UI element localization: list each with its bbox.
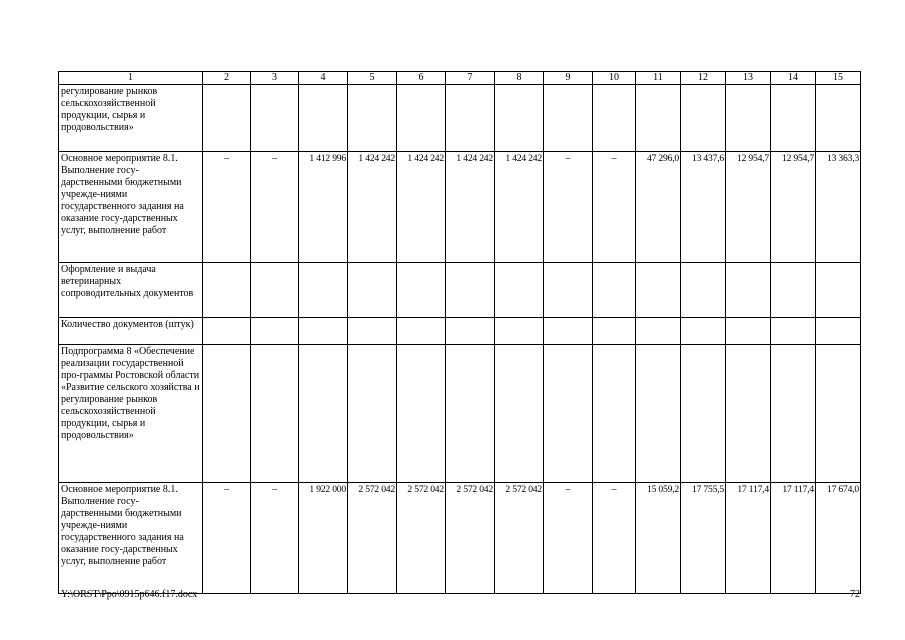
table-cell <box>299 345 348 483</box>
column-number-header: 10 <box>593 72 636 85</box>
column-number-header: 9 <box>544 72 593 85</box>
row-description: Количество документов (штук) <box>59 318 203 345</box>
column-number-header: 4 <box>299 72 348 85</box>
table-cell <box>816 85 861 152</box>
table-cell <box>726 85 771 152</box>
column-number-header: 1 <box>59 72 203 85</box>
table-cell <box>203 85 251 152</box>
table-cell: 47 296,0 <box>636 152 681 263</box>
table-cell <box>251 345 299 483</box>
table-cell: – <box>203 483 251 594</box>
table-cell: – <box>544 483 593 594</box>
table-cell <box>299 263 348 318</box>
table-cell: – <box>251 152 299 263</box>
table-cell: 1 424 242 <box>446 152 495 263</box>
column-number-header: 6 <box>397 72 446 85</box>
table-cell <box>681 318 726 345</box>
column-number-header: 15 <box>816 72 861 85</box>
column-number-header: 8 <box>495 72 544 85</box>
table-cell: 1 424 242 <box>495 152 544 263</box>
table-cell <box>593 318 636 345</box>
table-cell <box>446 345 495 483</box>
column-number-header: 13 <box>726 72 771 85</box>
table-cell <box>348 345 397 483</box>
table-row <box>59 152 861 263</box>
table-cell: 17 117,4 <box>771 483 816 594</box>
table-cell: 1 412 996 <box>299 152 348 263</box>
table-cell <box>495 345 544 483</box>
column-number-header: 2 <box>203 72 251 85</box>
table-cell: 13 363,3 <box>816 152 861 263</box>
table-cell: 1 424 242 <box>397 152 446 263</box>
table-cell: 2 572 042 <box>348 483 397 594</box>
table-cell <box>446 263 495 318</box>
table-cell: 17 674,0 <box>816 483 861 594</box>
row-description: Оформление и выдача ветеринарных сопроводительных документов <box>59 263 203 318</box>
table-cell <box>397 345 446 483</box>
table-cell: 1 922 000 <box>299 483 348 594</box>
table-cell <box>397 263 446 318</box>
table-cell <box>299 318 348 345</box>
table-cell <box>446 85 495 152</box>
footer-file-path: Y:\ORST\Ppo\0915p646.f17.docx <box>61 589 198 600</box>
table-cell <box>771 263 816 318</box>
table-cell: – <box>251 483 299 594</box>
table-cell: 12 954,7 <box>726 152 771 263</box>
table-cell <box>771 318 816 345</box>
column-number-header: 14 <box>771 72 816 85</box>
table-cell <box>726 318 771 345</box>
table-cell <box>495 318 544 345</box>
table-cell <box>446 318 495 345</box>
table-row <box>59 318 861 345</box>
table-cell <box>348 85 397 152</box>
table-cell <box>816 318 861 345</box>
table-cell: 12 954,7 <box>771 152 816 263</box>
row-description: регулирование рынков сельскохозяйственной продукции, сырья и продовольствия» <box>59 85 203 152</box>
table-cell <box>544 318 593 345</box>
table-header-row <box>59 72 861 85</box>
table-cell <box>636 263 681 318</box>
table-cell: 17 755,5 <box>681 483 726 594</box>
table-cell <box>544 263 593 318</box>
row-description: Основное мероприятие 8.1. Выполнение госу-дарственными бюджетными учрежде-ниями государственного задания на оказание госу-дарственных услуг, выполнение работ <box>59 152 203 263</box>
data-table <box>58 71 861 594</box>
table-cell: 13 437,6 <box>681 152 726 263</box>
table-cell <box>348 318 397 345</box>
table-cell: – <box>593 152 636 263</box>
table-cell <box>251 263 299 318</box>
table-cell <box>251 318 299 345</box>
table-cell <box>397 318 446 345</box>
table-cell <box>203 263 251 318</box>
table-cell <box>593 263 636 318</box>
row-description: Подпрограмма 8 «Обеспечение реализации государственной про-граммы Ростовской области «Развитие сельского хозяйства и регулирование рынков сельскохозяйственной продукции, сырья и продовольствия» <box>59 345 203 483</box>
table-cell <box>544 345 593 483</box>
column-number-header: 5 <box>348 72 397 85</box>
table-cell <box>203 345 251 483</box>
table-cell: – <box>544 152 593 263</box>
table-cell: 2 572 042 <box>446 483 495 594</box>
table-cell <box>726 345 771 483</box>
table-cell <box>681 345 726 483</box>
row-description: Основное мероприятие 8.1. Выполнение госу-дарственными бюджетными учрежде-ниями государственного задания на оказание госу-дарственных услуг, выполнение работ <box>59 483 203 594</box>
table-cell: 15 059,2 <box>636 483 681 594</box>
table-cell <box>636 318 681 345</box>
table-cell <box>771 345 816 483</box>
table-cell <box>544 85 593 152</box>
table-cell: – <box>203 152 251 263</box>
footer-page-number: 72 <box>850 589 860 600</box>
table-cell <box>771 85 816 152</box>
column-number-header: 12 <box>681 72 726 85</box>
table-cell: 17 117,4 <box>726 483 771 594</box>
table-cell <box>816 263 861 318</box>
table-cell <box>593 345 636 483</box>
table-cell <box>593 85 636 152</box>
table-cell <box>203 318 251 345</box>
table-cell <box>299 85 348 152</box>
table-cell <box>348 263 397 318</box>
table-cell <box>397 85 446 152</box>
table-cell <box>681 85 726 152</box>
column-number-header: 3 <box>251 72 299 85</box>
table-cell <box>636 85 681 152</box>
table-row <box>59 483 861 594</box>
table-cell <box>636 345 681 483</box>
table-cell <box>681 263 726 318</box>
table-cell <box>726 263 771 318</box>
table-cell <box>251 85 299 152</box>
table-cell <box>495 263 544 318</box>
table-row <box>59 345 861 483</box>
table-cell: – <box>593 483 636 594</box>
table-row <box>59 85 861 152</box>
table-cell <box>495 85 544 152</box>
table-cell: 2 572 042 <box>397 483 446 594</box>
table-cell <box>816 345 861 483</box>
table-cell: 1 424 242 <box>348 152 397 263</box>
table-row <box>59 263 861 318</box>
column-number-header: 7 <box>446 72 495 85</box>
column-number-header: 11 <box>636 72 681 85</box>
table-cell: 2 572 042 <box>495 483 544 594</box>
